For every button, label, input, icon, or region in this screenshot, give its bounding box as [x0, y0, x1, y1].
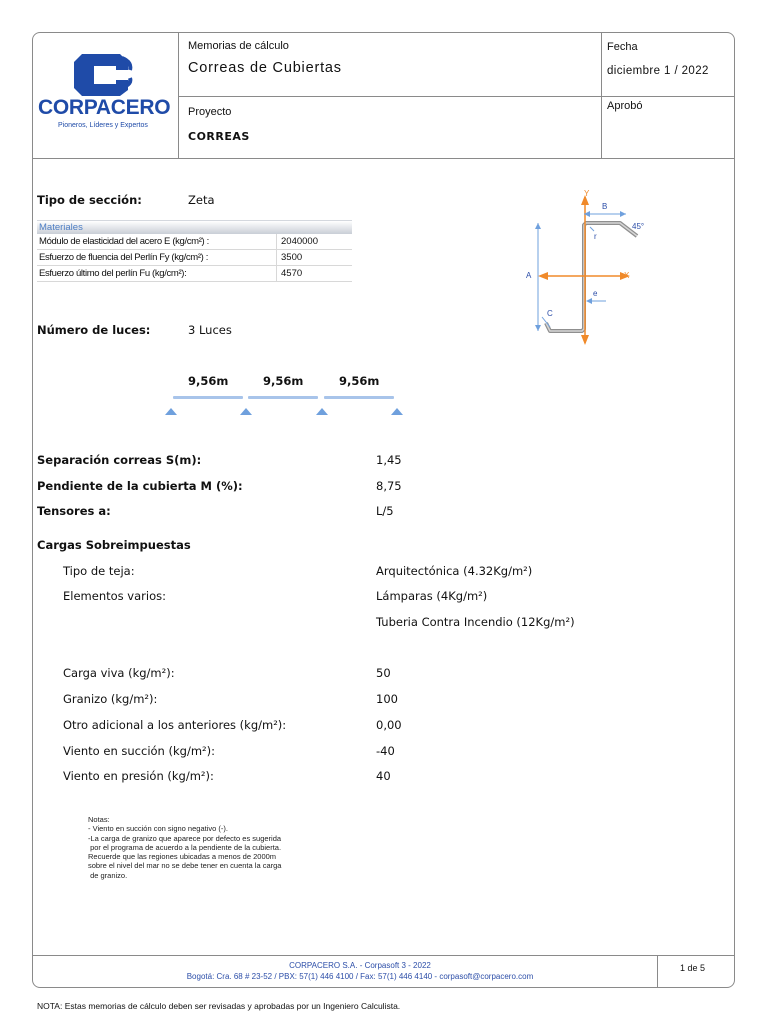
date-value: diciembre 1 / 2022: [607, 65, 709, 77]
notes-block: [88, 815, 281, 880]
z-section-drawing: [520, 185, 660, 350]
purlin-spacing-label: Separación correas S(m):: [37, 453, 202, 467]
footer-address: Bogotá: Cra. 68 # 23-52 / PBX: 57(1) 446 4100 / Fax: 57(1) 446 4140 - corpasoft@corpacero.com: [186, 972, 534, 981]
x-axis-label: X: [624, 271, 630, 280]
tensors-value: L/5: [376, 504, 394, 518]
tile-type-label: Tipo de teja:: [63, 564, 135, 578]
material-value: 3500: [281, 252, 303, 263]
approved-label: Aprobó: [607, 100, 643, 112]
footer-col-divider: [657, 955, 658, 988]
support-icon: [316, 408, 328, 415]
r-label: r: [594, 232, 597, 241]
footer-divider: [32, 955, 735, 956]
purlin-spacing-value: 1,45: [376, 453, 402, 467]
support-icon: [391, 408, 403, 415]
note-line: Recuerde que las regiones ubicadas a menos de 2000m: [88, 852, 277, 862]
section-type-value: Zeta: [188, 193, 215, 207]
span-length-3: 9,56m: [339, 374, 380, 388]
z-section-diagram: [520, 185, 660, 350]
disclaimer: NOTA: Estas memorias de cálculo deben ser revisadas y aprobadas por un Ingeniero Calculista.: [37, 1001, 401, 1011]
hail-load-label: Granizo (kg/m²):: [63, 692, 158, 706]
material-value: 4570: [281, 268, 303, 279]
span-beam-3: [324, 396, 394, 399]
header-row-divider: [178, 96, 735, 97]
other-load-value: 0,00: [376, 718, 402, 732]
corpacero-logo: [36, 48, 176, 148]
note-line: - Viento en succión con signo negativo (-).: [88, 824, 228, 834]
misc-elements-label: Elementos varios:: [63, 589, 166, 603]
table-row: [37, 250, 352, 266]
e-label: e: [593, 289, 598, 298]
table-row: [37, 234, 352, 250]
material-label: Esfuerzo de fluencia del Perlín Fy (kg/cm²) :: [37, 250, 277, 265]
note-line: -La carga de granizo que aparece por defecto es sugerida: [88, 833, 282, 843]
angle-label: 45°: [632, 222, 645, 231]
wind-suction-value: -40: [376, 744, 395, 758]
loads-title: Cargas Sobreimpuestas: [37, 538, 191, 552]
brand-name: CORPACERO: [38, 96, 171, 119]
c-label: C: [547, 309, 553, 318]
roof-slope-label: Pendiente de la cubierta M (%):: [37, 479, 243, 493]
header-col-divider-1: [178, 32, 179, 158]
b-dimension-label: B: [602, 202, 608, 211]
section-type-label: Tipo de sección:: [37, 193, 142, 207]
wind-suction-label: Viento en succión (kg/m²):: [63, 744, 215, 758]
hail-load-value: 100: [376, 692, 398, 706]
table-row: [37, 266, 352, 282]
a-dimension-label: A: [526, 271, 532, 280]
roof-slope-value: 8,75: [376, 479, 402, 493]
support-icon: [240, 408, 252, 415]
doc-type: Memorias de cálculo: [188, 40, 289, 52]
tile-type-value: Arquitectónica (4.32Kg/m²): [376, 564, 533, 578]
wind-pressure-value: 40: [376, 769, 391, 783]
live-load-label: Carga viva (kg/m²):: [63, 666, 175, 680]
y-axis-label: Y: [584, 189, 590, 198]
material-label: Módulo de elasticidad del acero E (kg/cm²) :: [37, 234, 277, 249]
wind-pressure-label: Viento en presión (kg/m²):: [63, 769, 214, 783]
note-line: Notas:: [88, 815, 110, 824]
span-beam-2: [248, 396, 318, 399]
header-col-divider-2: [601, 32, 602, 158]
note-line: sobre el nivel del mar no se debe tener en cuenta la carga: [88, 861, 282, 871]
footer-company: CORPACERO S.A. - Corpasoft 3 - 2022: [289, 961, 431, 970]
note-line: de granizo.: [88, 870, 128, 880]
note-line: por el programa de acuerdo a la pendiente de la cubierta.: [88, 842, 282, 852]
support-icon: [165, 408, 177, 415]
material-value: 2040000: [281, 236, 318, 247]
tensors-label: Tensores a:: [37, 504, 111, 518]
spans-value: 3 Luces: [188, 323, 232, 337]
span-length-1: 9,56m: [188, 374, 229, 388]
material-label: Esfuerzo último del perlín Fu (kg/cm²):: [37, 266, 277, 281]
project-value: CORREAS: [188, 130, 250, 143]
span-length-2: 9,56m: [263, 374, 304, 388]
project-label: Proyecto: [188, 106, 232, 118]
footer: [120, 960, 600, 982]
materials-title: Materiales: [37, 220, 352, 234]
misc-element-1: Lámparas (4Kg/m²): [376, 589, 488, 603]
doc-title: Correas de Cubiertas: [188, 60, 342, 76]
live-load-value: 50: [376, 666, 391, 680]
spans-label: Número de luces:: [37, 323, 151, 337]
brand-tagline: Pioneros, Líderes y Expertos: [58, 122, 148, 129]
span-beam-1: [173, 396, 243, 399]
materials-table: [37, 220, 352, 282]
misc-element-2: Tuberia Contra Incendio (12Kg/m²): [376, 615, 575, 629]
page-number: 1 de 5: [680, 963, 706, 973]
other-load-label: Otro adicional a los anteriores (kg/m²):: [63, 718, 287, 732]
header-divider: [32, 158, 735, 159]
corpacero-logo-icon: [36, 48, 176, 98]
date-label: Fecha: [607, 41, 638, 53]
